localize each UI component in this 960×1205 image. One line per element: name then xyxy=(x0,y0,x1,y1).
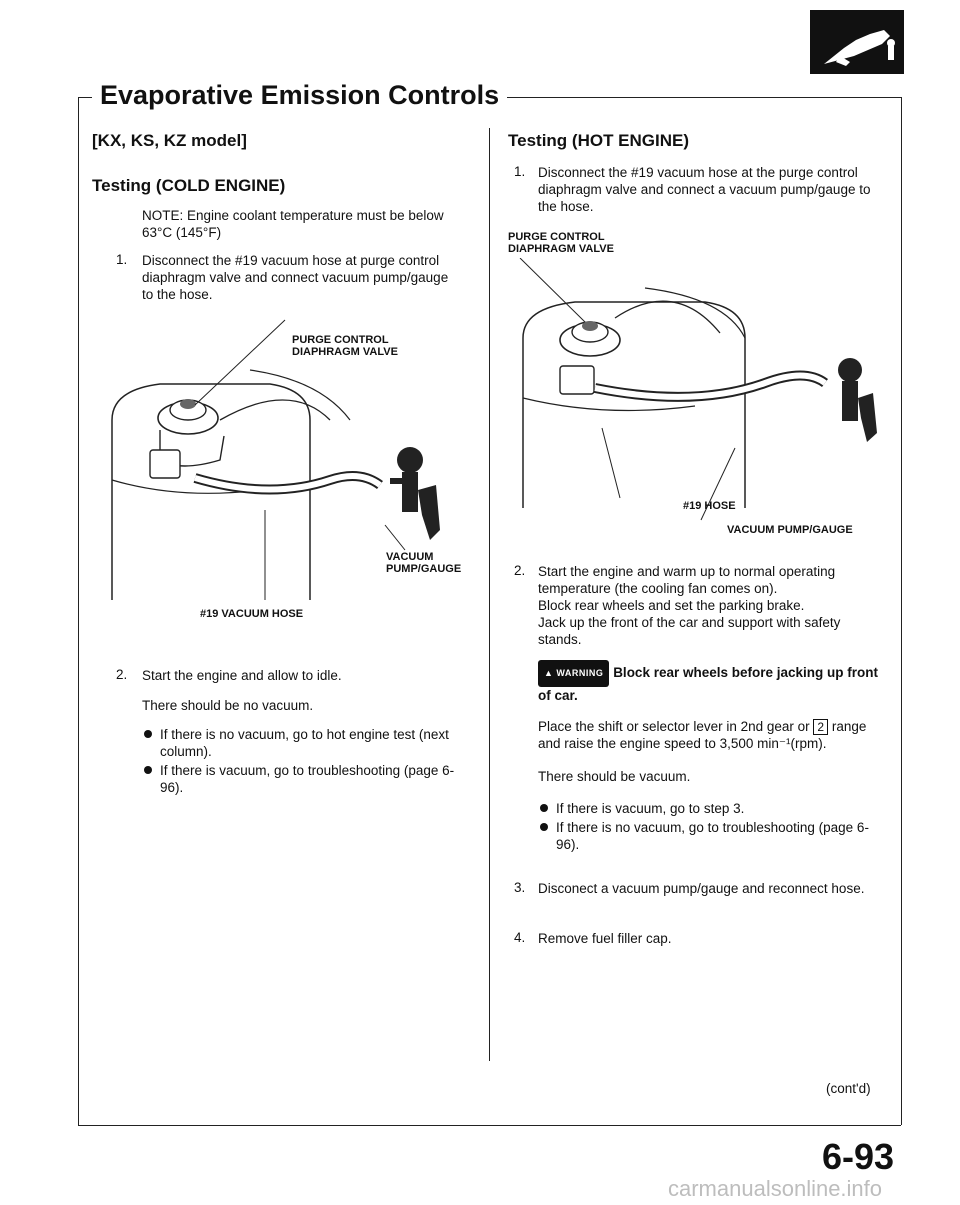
right-step1-number: 1. xyxy=(514,164,526,179)
right-label-pump: VACUUM PUMP/GAUGE xyxy=(727,524,853,536)
left-bullet-item: If there is vacuum, go to troubleshooting (page 6-96). xyxy=(142,762,467,796)
right-bullet-list xyxy=(538,800,886,855)
left-label-valve: PURGE CONTROL DIAPHRAGM VALVE xyxy=(292,334,398,358)
right-label-valve: PURGE CONTROL DIAPHRAGM VALVE xyxy=(508,231,614,255)
page-title: Evaporative Emission Controls xyxy=(92,80,507,111)
frame-right-rule xyxy=(901,97,902,1125)
right-step1-text: Disconnect the #19 vacuum hose at the purge control diaphragm valve and connect a vacuum pump/gauge to the hose. xyxy=(538,165,871,214)
right-step2-number: 2. xyxy=(514,563,526,578)
hot-engine-diagram xyxy=(505,258,890,533)
left-label-pump: VACUUM PUMP/GAUGE xyxy=(386,551,462,575)
left-bullet-item: If there is no vacuum, go to hot engine test (next column). xyxy=(142,726,467,760)
left-step1-number: 1. xyxy=(116,252,128,267)
right-step4-text: Remove fuel filler cap. xyxy=(538,931,672,946)
gear-2-box: 2 xyxy=(813,719,828,735)
left-step2-text: Start the engine and allow to idle. xyxy=(142,668,342,683)
warning-badge: ▲ WARNING xyxy=(538,660,609,687)
cold-engine-heading: Testing (COLD ENGINE) xyxy=(92,176,286,195)
right-step2-text: Start the engine and warm up to normal operating temperature (the cooling fan comes on). Block rear wheels and set the parking brake. Jack up the front of the car and support with safety stands. xyxy=(538,564,841,647)
continued-note: (cont'd) xyxy=(826,1081,871,1096)
column-divider xyxy=(489,128,490,1061)
right-step3-number: 3. xyxy=(514,880,526,895)
model-heading: [KX, KS, KZ model] xyxy=(92,131,247,150)
warning-text: Block rear wheels before jacking up front of car. xyxy=(538,665,879,703)
coolant-note: NOTE: Engine coolant temperature must be below 63°C (145°F) xyxy=(142,208,444,240)
footer-watermark-link[interactable]: carmanualsonline.info xyxy=(668,1176,883,1201)
shift-instruction: Place the shift or selector lever in 2nd gear or 2 range and raise the engine speed to 3,500 min⁻¹(rpm). xyxy=(538,719,867,751)
left-step2-number: 2. xyxy=(116,667,128,682)
hot-engine-heading: Testing (HOT ENGINE) xyxy=(508,131,690,150)
frame-bottom-rule xyxy=(78,1125,901,1126)
left-step1-text: Disconnect the #19 vacuum hose at purge control diaphragm valve and connect vacuum pump/gauge to the hose. xyxy=(142,253,449,302)
fuel-system-section-icon xyxy=(810,10,904,74)
right-label-hose: #19 HOSE xyxy=(683,500,736,512)
left-step2-note: There should be no vacuum. xyxy=(142,698,314,713)
page-number: 6-93 xyxy=(822,1136,895,1177)
left-label-hose: #19 VACUUM HOSE xyxy=(200,608,304,620)
left-bullet-list xyxy=(142,726,467,798)
frame-left-rule xyxy=(78,97,79,1125)
right-bullet-item: If there is vacuum, go to step 3. xyxy=(538,800,886,817)
warning-block xyxy=(538,660,882,704)
right-step4-number: 4. xyxy=(514,930,526,945)
right-bullet-item: If there is no vacuum, go to troubleshooting (page 6-96). xyxy=(538,819,886,853)
shift-note: There should be vacuum. xyxy=(538,769,691,784)
right-step3-text: Disconect a vacuum pump/gauge and reconnect hose. xyxy=(538,881,865,896)
